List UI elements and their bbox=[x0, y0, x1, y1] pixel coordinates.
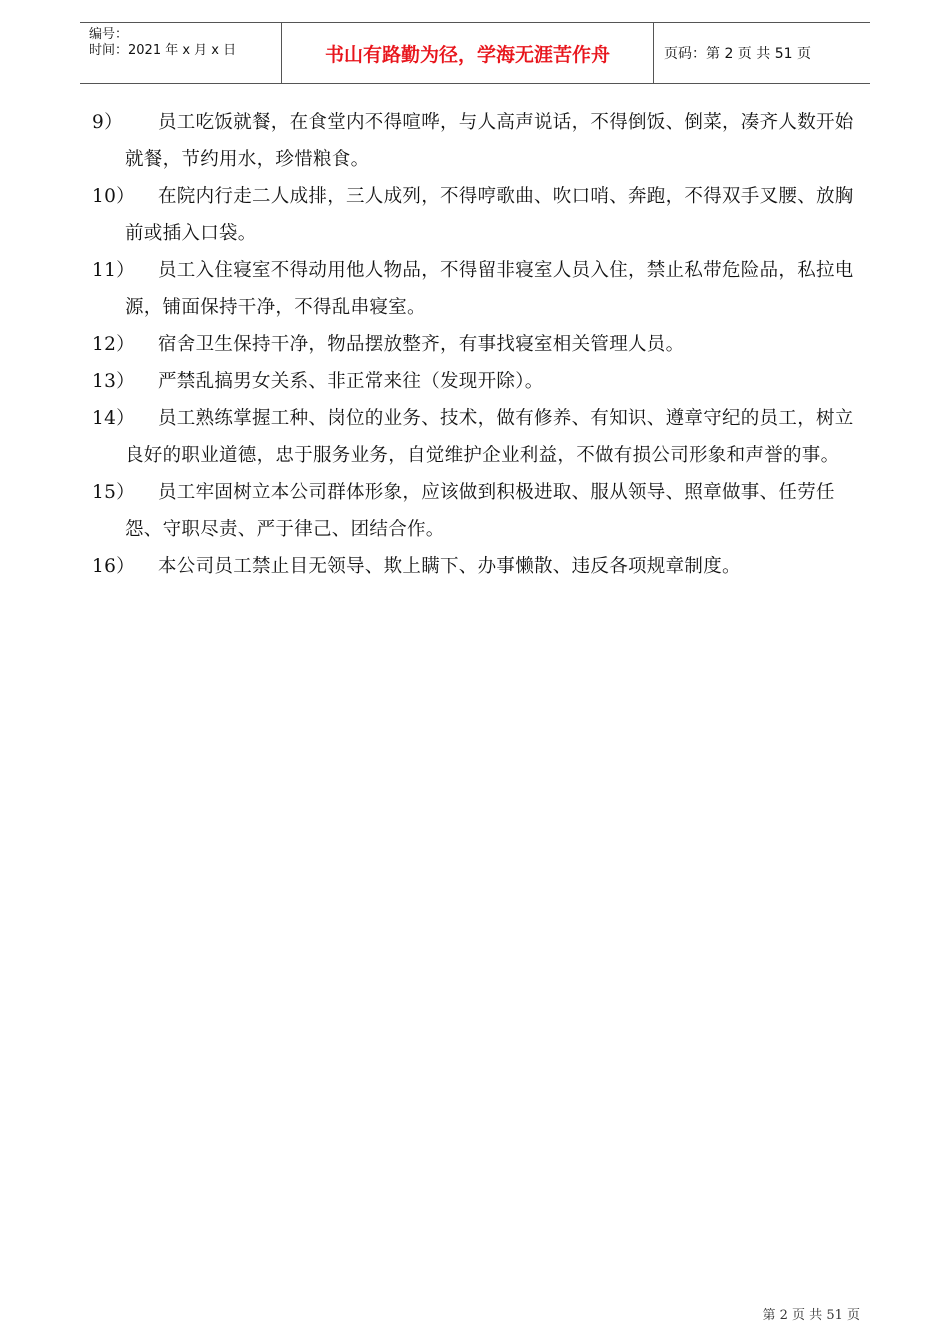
rule-number: 12） bbox=[92, 334, 135, 355]
rule-number: 15） bbox=[92, 482, 135, 503]
rule-number: 9） bbox=[92, 112, 123, 133]
rule-item bbox=[92, 474, 864, 548]
header-page-number: 页码：第 2 页 共 51 页 bbox=[664, 46, 811, 62]
rules-list bbox=[92, 104, 864, 585]
header-motto: 书山有路勤为径，学海无涯苦作舟 bbox=[282, 23, 654, 83]
rule-text: 在院内行走二人成排，三人成列，不得哼歌曲、吹口哨、奔跑，不得双手叉腰、放胸前或插入口袋。 bbox=[125, 186, 854, 244]
rule-number: 13） bbox=[92, 371, 135, 392]
page-footer: 第 2 页 共 51 页 bbox=[762, 1308, 860, 1323]
rule-item bbox=[92, 252, 864, 326]
header-meta bbox=[80, 23, 282, 83]
rule-item bbox=[92, 400, 864, 474]
rule-text: 严禁乱搞男女关系、非正常来往（发现开除）。 bbox=[158, 371, 544, 392]
rule-number: 14） bbox=[92, 408, 135, 429]
rule-text: 员工熟练掌握工种、岗位的业务、技术，做有修养、有知识、遵章守纪的员工，树立良好的职业道德，忠于服务业务，自觉维护企业利益，不做有损公司形象和声誉的事。 bbox=[125, 408, 854, 466]
rule-item bbox=[92, 326, 864, 363]
rule-number: 10） bbox=[92, 186, 135, 207]
rule-text: 员工吃饭就餐，在食堂内不得喧哗，与人高声说话，不得倒饭、倒菜，凑齐人数开始就餐，节约用水，珍惜粮食。 bbox=[125, 112, 854, 170]
rule-number: 11） bbox=[92, 260, 135, 281]
rule-item bbox=[92, 363, 864, 400]
rule-text: 宿舍卫生保持干净，物品摆放整齐，有事找寝室相关管理人员。 bbox=[158, 334, 685, 355]
document-time-label: 时间：2021 年 x 月 x 日 bbox=[89, 43, 237, 58]
rule-text: 本公司员工禁止目无领导、欺上瞒下、办事懒散、违反各项规章制度。 bbox=[158, 556, 741, 577]
rule-item bbox=[92, 548, 864, 585]
page-header bbox=[80, 22, 870, 84]
rule-item bbox=[92, 178, 864, 252]
rule-text: 员工牢固树立本公司群体形象，应该做到积极进取、服从领导、照章做事、任劳任怨、守职尽责、严于律己、团结合作。 bbox=[125, 482, 835, 540]
document-number-label: 编号： bbox=[89, 27, 129, 42]
rule-text: 员工入住寝室不得动用他人物品，不得留非寝室人员入住，禁止私带危险品，私拉电源，铺面保持干净，不得乱串寝室。 bbox=[125, 260, 854, 318]
rule-number: 16） bbox=[92, 556, 135, 577]
rule-item bbox=[92, 104, 864, 178]
